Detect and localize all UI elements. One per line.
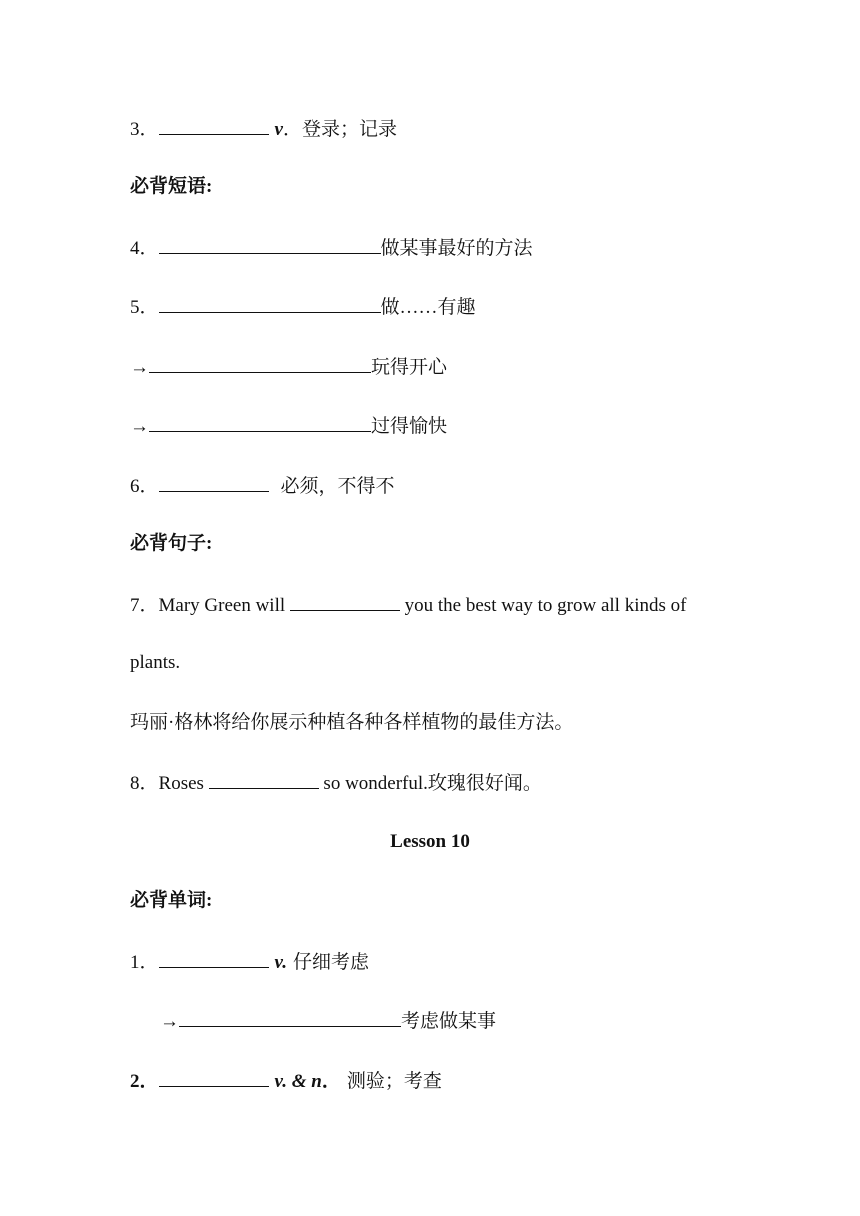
item-7-translation: 玛丽·格林将给你展示种植各种各样植物的最佳方法。 [130, 712, 574, 733]
item-number: 8． [130, 773, 159, 794]
answer-blank[interactable] [159, 472, 269, 492]
part-of-speech: v [274, 119, 283, 140]
arrow-icon: → [130, 416, 149, 437]
item-7 [130, 591, 686, 619]
answer-blank[interactable] [179, 1007, 401, 1027]
lesson10-item-1 [130, 948, 369, 976]
meaning: 玩得开心 [371, 357, 448, 378]
item-8 [130, 769, 542, 797]
answer-blank[interactable] [209, 769, 319, 789]
sentence-part: Mary Green will [158, 595, 290, 616]
lesson10-item-1-derived [160, 1007, 496, 1035]
answer-blank[interactable] [159, 948, 269, 968]
meaning: 做某事最好的方法 [380, 238, 533, 259]
meaning: 考虑做某事 [401, 1011, 497, 1032]
item-5 [130, 293, 476, 321]
meaning: 登录；记录 [301, 119, 397, 140]
answer-blank[interactable] [149, 353, 371, 373]
answer-blank[interactable] [159, 234, 381, 254]
item-6 [130, 472, 395, 500]
item-5-derived-1 [130, 353, 447, 381]
item-number: 5． [130, 297, 159, 318]
part-of-speech: v. [274, 952, 287, 973]
lesson10-item-2 [130, 1067, 442, 1095]
item-4 [130, 234, 533, 262]
answer-blank[interactable] [290, 591, 400, 611]
separator: ． [282, 119, 302, 140]
item-7-continuation: plants. [130, 652, 181, 673]
item-number: 4． [130, 238, 159, 259]
lesson-title: Lesson 10 [390, 831, 470, 852]
item-number: 1． [130, 952, 159, 973]
item-number: 3． [130, 119, 159, 140]
section-heading-sentences: 必背句子: [130, 533, 213, 554]
answer-blank[interactable] [159, 293, 381, 313]
section-heading-phrases: 必背短语: [130, 176, 213, 197]
arrow-icon: → [130, 357, 149, 378]
sentence-part: so wonderful.玫瑰很好闻。 [318, 773, 542, 794]
arrow-icon: → [160, 1011, 179, 1032]
item-5-derived-2 [130, 412, 447, 440]
sentence-part: Roses [158, 773, 209, 794]
item-number: 2． [130, 1071, 159, 1092]
meaning: 仔细考虑 [293, 952, 370, 973]
part-of-speech: v. & n [274, 1071, 322, 1092]
meaning: 必须，不得不 [280, 476, 395, 497]
sentence-part: you the best way to grow all kinds of [399, 595, 687, 616]
answer-blank[interactable] [149, 412, 371, 432]
answer-blank[interactable] [159, 1067, 269, 1087]
separator: ． [321, 1071, 341, 1092]
meaning: 做……有趣 [380, 297, 476, 318]
section-heading-words: 必背单词: [130, 890, 213, 911]
answer-blank[interactable] [159, 115, 269, 135]
item-number: 7． [130, 595, 159, 616]
item-number: 6． [130, 476, 159, 497]
meaning: 测验；考查 [346, 1071, 442, 1092]
meaning: 过得愉快 [371, 416, 448, 437]
item-3 [130, 115, 397, 143]
